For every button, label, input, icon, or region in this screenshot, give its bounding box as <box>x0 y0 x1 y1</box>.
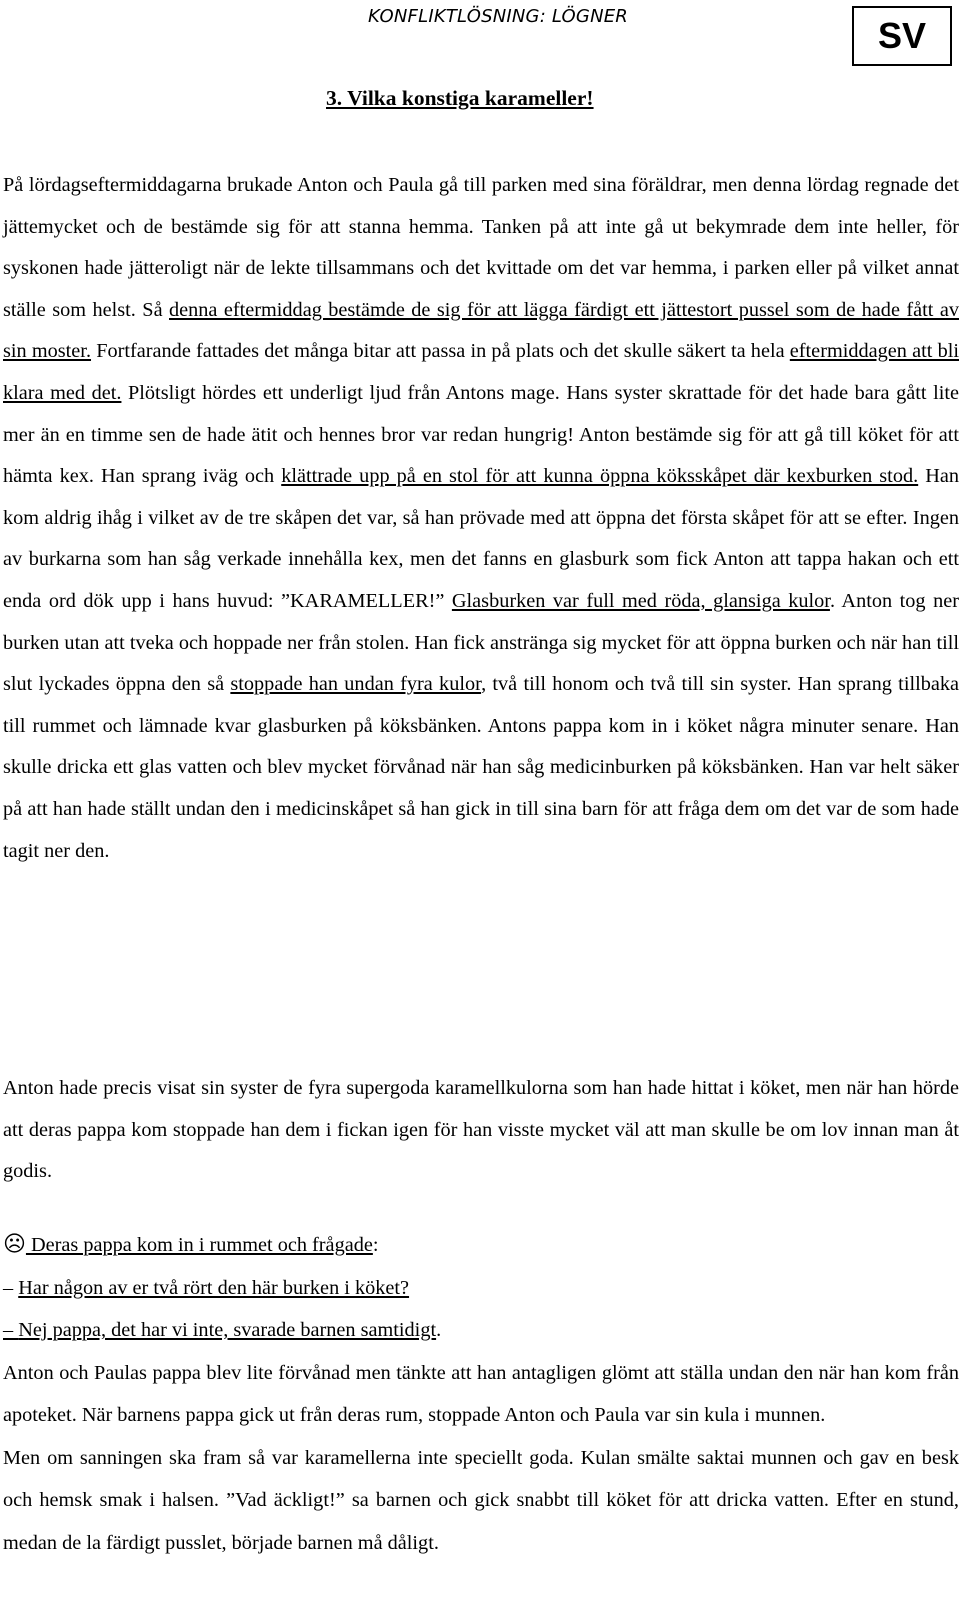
text-run: Plötsligt hördes ett underligt ljud från Antons mage. Hans syster skrattade för det hade bara gått lite mer än en timme sen de hade ätit och hennes bror var redan hungrig! Anton bestämde sig för att gå till köket för att hämta kex. Han sprang iväg och <box>3 381 959 488</box>
dialogue-intro <box>3 1224 959 1267</box>
text-run: Fortfarande fattades det många bitar att passa in på plats och det skulle säkert ta hela <box>91 340 790 363</box>
dialogue-line-end: . <box>436 1319 442 1341</box>
paragraph-text: Anton hade precis visat sin syster de fyra supergoda karamellkulorna som han hade hittat i köket, men när han hörde att deras pappa kom stoppade han dem i fickan igen för han visste mycket väl att man skulle be om lov innan man åt godis. <box>3 1077 959 1183</box>
underlined-text: klättrade upp på en stol för att kunna öppna köksskåpet där kexburken stod. <box>281 465 919 488</box>
story-paragraph-1 <box>3 165 959 872</box>
text-run: Han kom aldrig ihåg i vilket av de tre skåpen det var, så han prövade med att öppna det första skåpet för att se efter. Ingen av burkarna som han såg verkade innehålla kex, men det fanns en glasburk som fick Anton att tappa hakan och ett enda ord dök upp i hans huvud: ”KARAMELLER!” <box>3 465 959 612</box>
dialogue-section <box>3 1224 959 1564</box>
story-title: 3. Vilka konstiga karameller! <box>326 86 594 110</box>
sad-face-icon: ☹ <box>3 1232 26 1257</box>
dialogue-line-1 <box>3 1267 959 1310</box>
underlined-text: stoppade han undan fyra kulor <box>230 673 482 696</box>
header-topic-label: KONFLIKTLÖSNING: LÖGNER <box>368 6 629 27</box>
dialogue-intro-text: Deras pappa kom in i rummet och frågade <box>25 1234 373 1256</box>
dialogue-dash: – <box>3 1276 19 1299</box>
dialogue-line-text: Nej pappa, det har vi inte, svarade barnen samtidigt <box>18 1319 437 1341</box>
underlined-text: eftermiddagen att bli klara med det. <box>3 340 959 404</box>
text-run: . Anton tog ner burken utan att tveka och hoppade ner från stolen. Han fick anstränga sig mycket för att öppna burken och när han till slut lyckades öppna den så <box>3 589 959 696</box>
text-run: , två till honom och två till sin syster. Han sprang tillbaka till rummet och lämnade kvar glasburken på köksbänken. Antons pappa kom in i köket några minuter senare. Han skulle dricka ett glas vatten och blev mycket förvånad när han såg medicinburken på köksbänken. Han var helt säker på att han hade ställt undan den i medicinskåpet så han gick in till sina barn för att fråga dem om det var de som hade tagit ner den. <box>3 673 960 862</box>
underlined-text: denna eftermiddag bestämde de sig för att lägga färdigt ett jättestort pussel som de hade fått av sin moster. <box>3 298 959 363</box>
story-paragraph-2 <box>3 1068 959 1193</box>
story-paragraph-3: Anton och Paulas pappa blev lite förvånad men tänkte att han antagligen glömt att ställa undan den när han kom från apoteket. När barnens pappa gick ut från deras rum, stoppade Anton och Paula var sin kula i munnen. <box>3 1361 959 1426</box>
language-badge: SV <box>852 6 952 66</box>
text-run: På lördagseftermiddagarna brukade Anton och Paula gå till parken med sina föräldrar, men denna lördag regnade det jättemycket och de bestämde sig för att stanna hemma. Tanken på att inte gå ut bekymrade dem inte heller, för syskonen hade jätteroligt när de lekte tillsammans och det kvittade om det var hemma, i parken eller på vilket annat ställe som helst. Så <box>3 174 959 321</box>
dialogue-line-2 <box>3 1309 959 1352</box>
story-paragraph-4: Men om sanningen ska fram så var karamellerna inte speciellt goda. Kulan smälte saktai munnen och gav en besk och hemsk smak i halsen. ”Vad äckligt!” sa barnen och gick snabbt till köket för att dricka vatten. Efter en stund, medan de la färdigt pusslet, började barnen må dåligt. <box>3 1446 959 1554</box>
dialogue-line-text: Har någon av er två rört den här burken i köket? <box>18 1276 410 1299</box>
dialogue-intro-colon: : <box>372 1234 379 1256</box>
dialogue-dash: – <box>3 1319 19 1341</box>
underlined-text: Glasburken var full med röda, glansiga kulor <box>451 589 830 612</box>
